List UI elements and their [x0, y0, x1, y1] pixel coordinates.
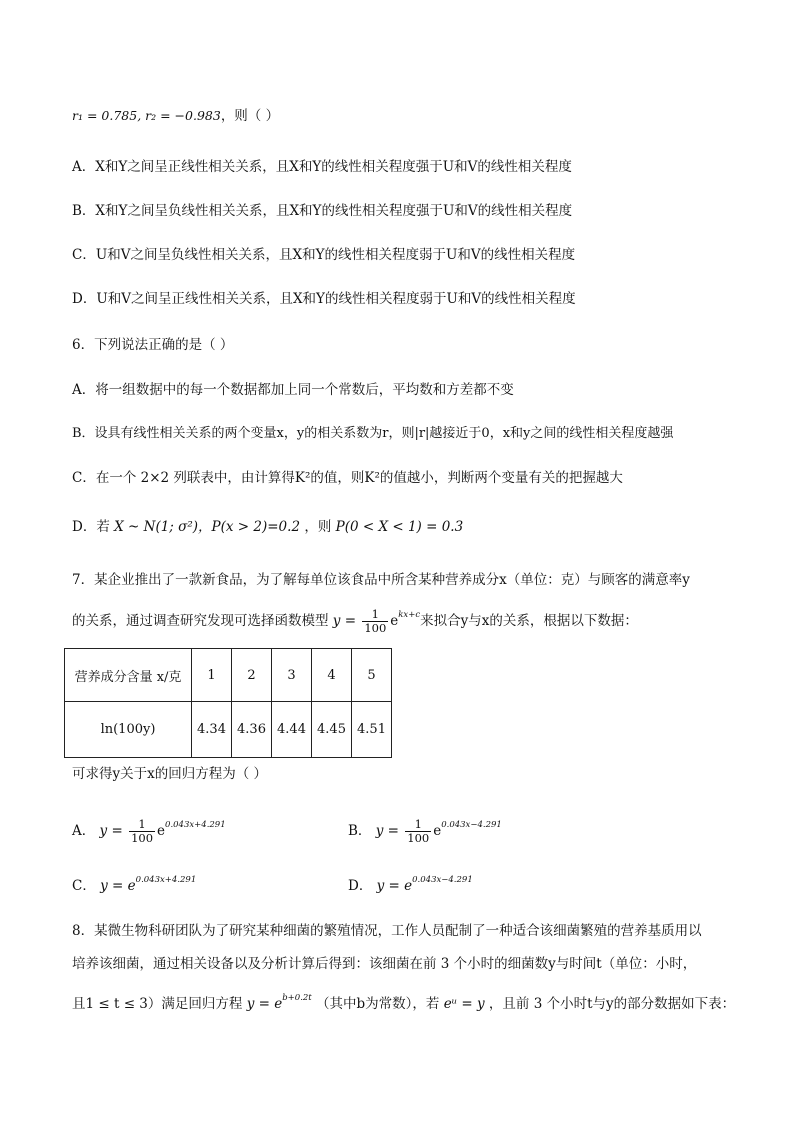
- table-cell: 4.36: [232, 702, 272, 758]
- q6-option-d: [72, 517, 463, 537]
- q7-option-a: [72, 810, 226, 846]
- q5-option-a: A．X和Y之间呈正线性相关关系，且X和Y的线性相关程度强于U和V的线性相关程度: [72, 159, 572, 175]
- table-row: [65, 649, 392, 702]
- q7-option-b: [348, 810, 502, 846]
- q7-model-exponent: kx+c: [398, 610, 421, 620]
- q5-option-d: D．U和V之间呈正线性相关关系，且X和Y的线性相关程度弱于U和V的线性相关程度: [72, 291, 576, 307]
- q7-b-lhs: y =: [375, 823, 399, 839]
- q7-question: 可求得y关于x的回归方程为（ ）: [72, 766, 268, 782]
- q8-line3-mid: （其中b为常数），若: [316, 996, 440, 1012]
- q7-model-fraction: [362, 608, 388, 635]
- table-cell: 3: [272, 649, 312, 702]
- q8-eq2: eᵘ = y: [443, 996, 485, 1012]
- q6-d-mid: ，则: [304, 519, 332, 535]
- r-values-line: [72, 106, 279, 126]
- table-cell: 5: [352, 649, 392, 702]
- q7-stem-line2-pre: 的关系，通过调查研究发现可选择函数模型: [72, 613, 329, 629]
- q7-c-lhs: y = e: [100, 878, 136, 894]
- q7-model-lhs: y =: [332, 613, 357, 629]
- r-values: r₁ = 0.785, r₂ = −0.983: [72, 108, 221, 123]
- q6-d-label: D．若: [72, 519, 110, 535]
- table-header-nutrient: 营养成分含量 x/克: [65, 649, 192, 702]
- q7-data-table: [64, 648, 392, 758]
- table-row: [65, 702, 392, 758]
- q7-b-label: B．: [348, 823, 372, 839]
- q7-b-base: e: [433, 823, 442, 839]
- q7-b-exponent: 0.043x−4.291: [441, 820, 502, 830]
- q7-frac-den: 100: [364, 621, 387, 635]
- q7-a-fraction: [129, 818, 155, 845]
- q5-option-b: B．X和Y之间呈负线性相关关系，且X和Y的线性相关程度强于U和V的线性相关程度: [72, 203, 573, 219]
- q7-stem-line2: [72, 600, 638, 636]
- r-values-suffix: ，则（ ）: [220, 108, 280, 124]
- q7-model-base: e: [390, 613, 399, 629]
- q7-d-exponent: 0.043x−4.291: [412, 875, 473, 885]
- q6-option-c: C．在一个 2×2 列联表中，由计算得K²的值，则K²的值越小，判断两个变量有关的把握越大: [72, 470, 623, 486]
- q7-b-fraction: [405, 818, 431, 845]
- q7-stem-line1: 7．某企业推出了一款新食品，为了解每单位该食品中所含某种营养成分x（单位：克）与顾客的满意率y: [72, 572, 690, 588]
- table-cell: 4.45: [312, 702, 352, 758]
- table-cell: 4.44: [272, 702, 312, 758]
- q7-c-exponent: 0.043x+4.291: [135, 875, 197, 885]
- q6-option-a: A．将一组数据中的每一个数据都加上同一个常数后，平均数和方差都不变: [72, 382, 514, 398]
- q8-line3-pre: 且1 ≤ t ≤ 3）满足回归方程: [72, 996, 243, 1012]
- q6-option-b: B．设具有线性相关关系的两个变量x，y的相关系数为r，则|r|越接近于0，x和y之间的线性相关程度越强: [72, 426, 674, 441]
- q5-option-c: C．U和V之间呈负线性相关关系，且X和Y的线性相关程度弱于U和V的线性相关程度: [72, 247, 576, 263]
- table-cell: 4.51: [352, 702, 392, 758]
- table-cell: 1: [192, 649, 232, 702]
- q7-a-base: e: [157, 823, 166, 839]
- q8-eq: y = e: [246, 996, 283, 1012]
- table-cell: 4: [312, 649, 352, 702]
- q8-line1: 8．某微生物科研团队为了研究某种细菌的繁殖情况，工作人员配制了一种适合该细菌繁殖的营养基质用以: [72, 923, 702, 939]
- table-header-ln: ln(100y): [65, 702, 192, 758]
- table-cell: 4.34: [192, 702, 232, 758]
- q8-line3: [72, 988, 735, 1014]
- q7-option-d: [348, 870, 473, 896]
- q6-d-math2: P(0 < X < 1) = 0.3: [335, 519, 464, 535]
- q7-a-lhs: y =: [99, 823, 123, 839]
- q8-line2: 培养该细菌，通过相关设备以及分析计算后得到：该细菌在前 3 个小时的细菌数y与时间t（单位：小时，: [72, 956, 697, 972]
- q8-line3-post: ，且前 3 个小时t与y的部分数据如下表：: [488, 996, 736, 1012]
- q7-d-lhs: y = e: [376, 878, 413, 894]
- q8-eq-exponent: b+0.2t: [282, 993, 312, 1003]
- q7-c-label: C．: [72, 878, 96, 894]
- q7-d-label: D．: [348, 878, 373, 894]
- q7-option-c: [72, 870, 196, 896]
- q7-a-num: 1: [129, 818, 155, 832]
- q7-b-den: 100: [407, 831, 430, 845]
- q6-stem: 6．下列说法正确的是（ ）: [72, 337, 234, 353]
- q7-frac-num: 1: [362, 608, 388, 622]
- q7-stem-line2-post: 来拟合y与x的关系，根据以下数据：: [420, 613, 638, 629]
- q7-a-label: A．: [72, 823, 96, 839]
- q7-b-num: 1: [405, 818, 431, 832]
- q6-d-math1: X ~ N(1; σ²)，P(x > 2)=0.2: [114, 519, 301, 535]
- table-cell: 2: [232, 649, 272, 702]
- q7-a-den: 100: [131, 831, 154, 845]
- q7-a-exponent: 0.043x+4.291: [165, 820, 226, 830]
